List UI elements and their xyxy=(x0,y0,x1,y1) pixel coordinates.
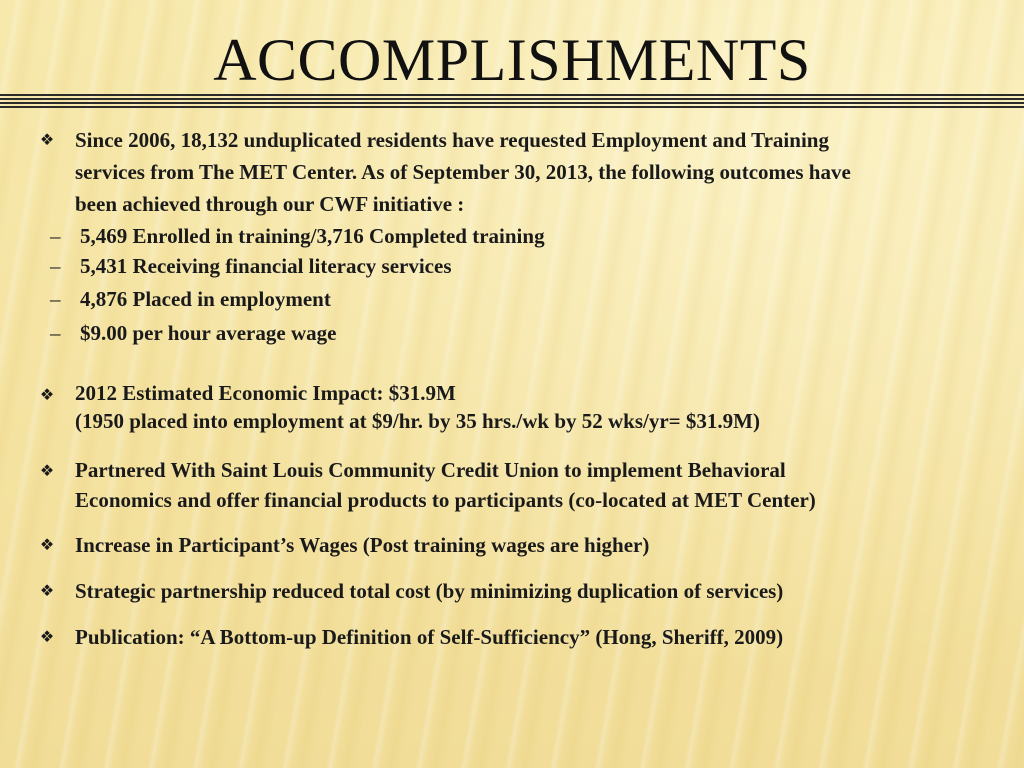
bullet-economic-impact xyxy=(36,379,986,435)
diamond-bullet-icon: ❖ xyxy=(39,130,55,149)
spacer xyxy=(36,435,986,455)
bullet-text-line: Increase in Participant’s Wages (Post training wages are higher) xyxy=(75,533,650,557)
sub-item-placed xyxy=(36,283,986,317)
sub-item-text: $9.00 per hour average wage xyxy=(80,321,337,345)
bullet-text-line: services from The MET Center. As of September 30, 2013, the following outcomes have xyxy=(75,160,851,184)
spacer xyxy=(36,349,986,379)
outcomes-sublist xyxy=(36,220,986,349)
bullet-text-line: Since 2006, 18,132 unduplicated residents have requested Employment and Training xyxy=(75,128,829,152)
dash-icon: – xyxy=(50,254,61,278)
sub-item-wage xyxy=(36,317,986,349)
bullet-since-2006 xyxy=(36,124,986,220)
sub-item-text: 5,431 Receiving financial literacy services xyxy=(80,254,452,278)
bullet-wages xyxy=(36,529,986,561)
slide-content xyxy=(36,124,986,653)
sub-item-text: 5,469 Enrolled in training/3,716 Completed training xyxy=(80,224,545,248)
sub-item-text: 4,876 Placed in employment xyxy=(80,287,331,311)
diamond-bullet-icon: ❖ xyxy=(39,385,55,404)
dash-icon: – xyxy=(50,321,61,345)
bullet-text-line: Partnered With Saint Louis Community Credit Union to implement Behavioral xyxy=(75,458,786,482)
diamond-bullet-icon: ❖ xyxy=(39,535,55,554)
diamond-bullet-icon: ❖ xyxy=(39,627,55,646)
dash-icon: – xyxy=(50,287,61,311)
sub-item-financial-literacy xyxy=(36,250,986,283)
bullet-text-line: been achieved through our CWF initiative : xyxy=(75,192,465,216)
bullet-text-line: (1950 placed into employment at $9/hr. by 35 hrs./wk by 52 wks/yr= $31.9M) xyxy=(75,409,760,433)
sub-item-enrolled xyxy=(36,220,986,250)
dash-icon: – xyxy=(50,224,61,248)
bullet-text-line: Strategic partnership reduced total cost (by minimizing duplication of services) xyxy=(75,579,784,603)
bullet-partnered xyxy=(36,455,986,515)
bullet-text-line: Economics and offer financial products to participants (co-located at MET Center) xyxy=(75,488,816,512)
bullet-publication xyxy=(36,621,986,653)
spacer xyxy=(36,515,986,529)
bullet-text-line: Publication: “A Bottom-up Definition of Self-Sufficiency” (Hong, Sheriff, 2009) xyxy=(75,625,784,649)
bullet-text-line: 2012 Estimated Economic Impact: $31.9M xyxy=(75,381,456,405)
title-divider xyxy=(0,94,1024,108)
diamond-bullet-icon: ❖ xyxy=(39,461,55,480)
bullet-strategic xyxy=(36,575,986,607)
diamond-bullet-icon: ❖ xyxy=(39,581,55,600)
slide-title: ACCOMPLISHMENTS xyxy=(213,27,811,93)
